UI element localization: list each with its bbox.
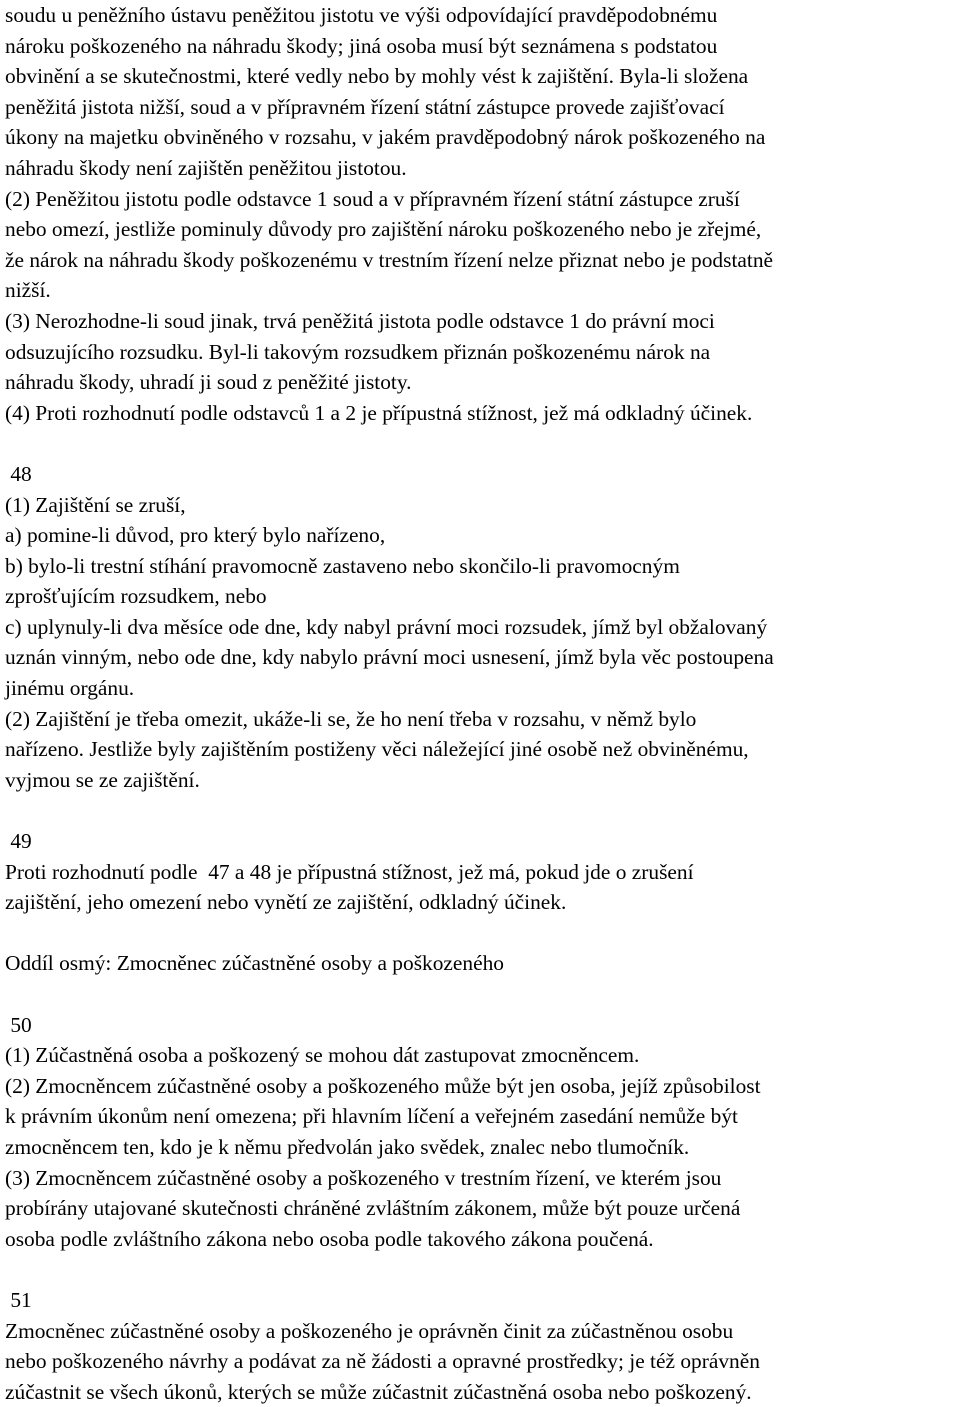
section-50 xyxy=(5,1010,960,1255)
text-line: úkony na majetku obviněného v rozsahu, v jakém pravděpodobný nárok poškozeného na xyxy=(5,125,766,150)
paragraph-spacer xyxy=(5,795,960,826)
text-line: zmocněncem ten, kdo je k němu předvolán jako svědek, znalec nebo tlumočník. xyxy=(5,1134,690,1159)
text-line: náhradu škody, uhradí ji soud z peněžité jistoty. xyxy=(5,370,412,395)
document-page xyxy=(5,0,960,1407)
text-line: zúčastnit se všech úkonů, kterých se může zúčastnit zúčastněná osoba nebo poškozený. xyxy=(5,1379,752,1404)
text-line: odsuzujícího rozsudku. Byl-li takovým rozsudkem přiznán poškozenému nárok na xyxy=(5,339,711,364)
text-line: že nárok na náhradu škody poškozenému v trestním řízení nelze přiznat nebo je podstatně xyxy=(5,247,774,272)
part-heading: Oddíl osmý: Zmocněnec zúčastněné osoby a poškozeného xyxy=(5,951,504,976)
text-line: (2) Peněžitou jistotu podle odstavce 1 soud a v přípravném řízení státní zástupce zruší xyxy=(5,186,740,211)
text-line: (3) Nerozhodne-li soud jinak, trvá peněžitá jistota podle odstavce 1 do právní moci xyxy=(5,308,715,333)
text-line: probírány utajované skutečnosti chráněné zvláštním zákonem, může být pouze určená xyxy=(5,1196,741,1221)
text-line: (3) Zmocněncem zúčastněné osoby a poškozeného v trestním řízení, ve kterém jsou xyxy=(5,1165,722,1190)
section-48 xyxy=(5,459,960,796)
paragraph-spacer xyxy=(5,918,960,949)
text-line: vyjmou se ze zajištění. xyxy=(5,767,200,792)
section-heading: 50 xyxy=(5,1012,32,1037)
text-line: peněžitá jistota nižší, soud a v přípravném řízení státní zástupce provede zajišťovací xyxy=(5,94,725,119)
part-heading-block xyxy=(5,948,960,979)
text-line: zajištění, jeho omezení nebo vynětí ze zajištění, odkladný účinek. xyxy=(5,890,567,915)
text-line: nebo omezí, jestliže pominuly důvody pro zajištění nároku poškozeného nebo je zřejmé, xyxy=(5,217,762,242)
section-heading: 51 xyxy=(5,1287,32,1312)
text-line: c) uplynuly-li dva měsíce ode dne, kdy nabyl právní moci rozsudek, jímž byl obžalovaný xyxy=(5,614,768,639)
text-line: nařízeno. Jestliže byly zajištěním postiženy věci náležející jiné osobě než obviněnému, xyxy=(5,737,749,762)
text-line: (1) Zajištění se zruší, xyxy=(5,492,186,517)
text-line: nižší. xyxy=(5,278,51,303)
text-line: náhradu škody není zajištěn peněžitou jistotou. xyxy=(5,155,407,180)
text-line: (2) Zajištění je třeba omezit, ukáže-li se, že ho není třeba v rozsahu, v němž bylo xyxy=(5,706,697,731)
text-line: (1) Zúčastněná osoba a poškozený se mohou dát zastupovat zmocněncem. xyxy=(5,1043,640,1068)
text-line: osoba podle zvláštního zákona nebo osoba podle takového zákona poučená. xyxy=(5,1226,654,1251)
text-line: Proti rozhodnutí podle 47 a 48 je přípustná stížnost, jež má, pokud jde o zrušení xyxy=(5,859,694,884)
text-line: jinému orgánu. xyxy=(5,676,135,701)
text-line: (2) Zmocněncem zúčastněné osoby a poškozeného může být jen osoba, jejíž způsobilost xyxy=(5,1073,761,1098)
section-49 xyxy=(5,826,960,918)
text-line: Zmocněnec zúčastněné osoby a poškozeného je oprávněn činit za zúčastněnou osobu xyxy=(5,1318,734,1343)
text-line: nároku poškozeného na náhradu škody; jiná osoba musí být seznámena s podstatou xyxy=(5,33,718,58)
text-line: obvinění a se skutečnostmi, které vedly nebo by mohly vést k zajištění. Byla-li složena xyxy=(5,64,749,89)
text-line: k právním úkonům není omezena; při hlavním líčení a veřejném zasedání nemůže být xyxy=(5,1104,738,1129)
text-line: a) pomine-li důvod, pro který bylo nařízeno, xyxy=(5,523,386,548)
text-line: b) bylo-li trestní stíhání pravomocně zastaveno nebo skončilo-li pravomocným xyxy=(5,553,680,578)
text-line: uznán vinným, nebo ode dne, kdy nabylo právní moci usnesení, jímž byla věc postoupena xyxy=(5,645,774,670)
paragraph-spacer xyxy=(5,979,960,1010)
section-heading: 48 xyxy=(5,461,32,486)
section-47-continuation xyxy=(5,0,960,428)
text-line: (4) Proti rozhodnutí podle odstavců 1 a 2 je přípustná stížnost, jež má odkladný účinek. xyxy=(5,400,753,425)
section-heading: 49 xyxy=(5,829,32,854)
text-line: nebo poškozeného návrhy a podávat za ně žádosti a opravné prostředky; je též oprávněn xyxy=(5,1349,760,1374)
section-51 xyxy=(5,1285,960,1407)
text-line: soudu u peněžního ústavu peněžitou jistotu ve výši odpovídající pravděpodobnému xyxy=(5,3,718,27)
text-line: zprošťujícím rozsudkem, nebo xyxy=(5,584,267,609)
paragraph-spacer xyxy=(5,428,960,459)
paragraph-spacer xyxy=(5,1254,960,1285)
